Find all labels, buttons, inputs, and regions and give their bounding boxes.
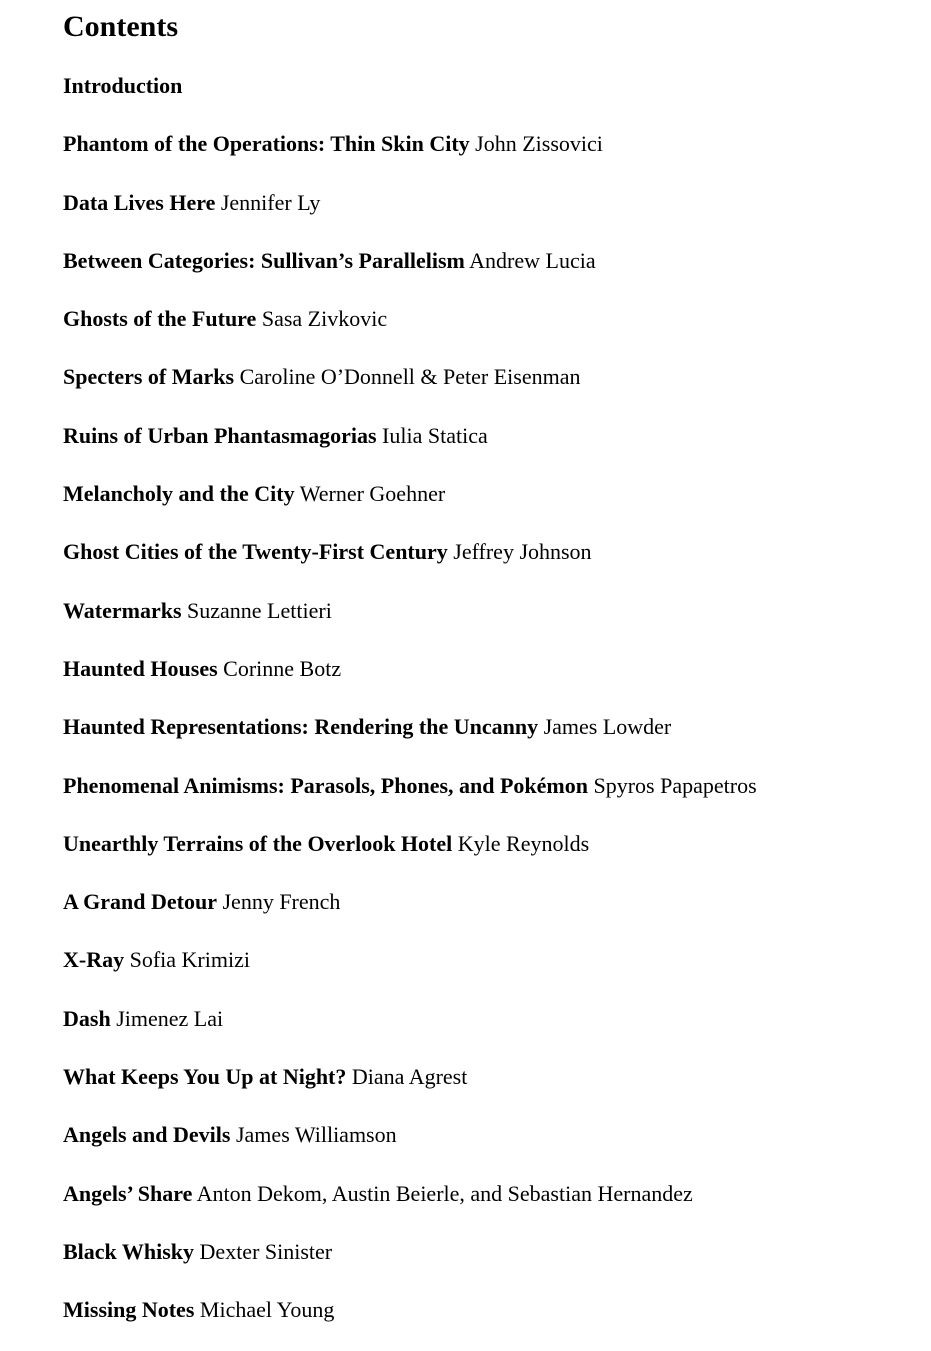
entry-authors: Anton Dekom, Austin Beierle, and Sebastian Hernandez: [196, 1180, 693, 1206]
entry-authors: Jenny French: [222, 889, 341, 915]
entry-authors: Suzanne Lettieri: [187, 597, 332, 623]
entry-title: Ruins of Urban Phantasmagorias: [63, 422, 377, 448]
entry-authors: Corinne Botz: [223, 655, 342, 681]
toc-entry: [63, 1048, 901, 1106]
toc-entry: [63, 465, 901, 523]
toc-entry: [63, 582, 901, 640]
toc-entry: [63, 931, 901, 989]
entry-title: Specters of Marks: [63, 364, 235, 390]
toc-entry: [63, 232, 901, 290]
entry-title: Unearthly Terrains of the Overlook Hotel: [63, 830, 453, 856]
entry-title: Missing Notes: [63, 1297, 195, 1323]
entry-authors: Sasa Zivkovic: [261, 306, 388, 332]
entry-title: Melancholy and the City: [63, 481, 295, 507]
entry-authors: Caroline O’Donnell & Peter Eisenman: [239, 364, 581, 390]
toc-entry: [63, 348, 901, 406]
entry-title: Phenomenal Animisms: Parasols, Phones, and Pokémon: [63, 772, 588, 798]
toc-entry: [63, 990, 901, 1048]
entry-authors: James Williamson: [235, 1122, 397, 1148]
toc-entry: [63, 1165, 901, 1223]
entry-title: Ghosts of the Future: [63, 306, 257, 332]
entry-authors: Spyros Papapetros: [593, 772, 757, 798]
entry-authors: John Zissovici: [475, 131, 603, 157]
toc-entry: [63, 698, 901, 756]
toc-entry: [63, 1106, 901, 1164]
entry-title: Between Categories: Sullivan’s Parallelism: [63, 247, 465, 273]
entry-title: Angels’ Share: [63, 1180, 193, 1206]
entry-authors: Diana Agrest: [351, 1064, 468, 1090]
toc-entry: [63, 873, 901, 931]
toc-entry: [63, 290, 901, 348]
entry-title: Watermarks: [63, 597, 182, 623]
toc-entry: [63, 815, 901, 873]
entry-authors: Michael Young: [199, 1297, 335, 1323]
entry-authors: Andrew Lucia: [469, 247, 596, 273]
entry-authors: Iulia Statica: [382, 422, 488, 448]
toc-entry: [63, 115, 901, 173]
entry-title: A Grand Detour: [63, 889, 217, 915]
entry-title: Black Whisky: [63, 1238, 195, 1264]
entry-title: Angels and Devils: [63, 1122, 231, 1148]
entry-title: What Keeps You Up at Night?: [63, 1064, 347, 1090]
entry-authors: Jennifer Ly: [220, 189, 321, 215]
entry-title: Haunted Representations: Rendering the Uncanny: [63, 714, 539, 740]
entry-title: Dash: [63, 1005, 111, 1031]
toc-list: [63, 57, 901, 1340]
entry-authors: James Lowder: [543, 714, 672, 740]
toc-entry: [63, 640, 901, 698]
entry-authors: Dexter Sinister: [199, 1238, 333, 1264]
toc-entry: [63, 407, 901, 465]
toc-entry: [63, 1223, 901, 1281]
entry-title: X-Ray: [63, 947, 125, 973]
entry-authors: Werner Goehner: [299, 481, 446, 507]
entry-title: Data Lives Here: [63, 189, 216, 215]
entry-authors: Kyle Reynolds: [457, 830, 590, 856]
toc-entry: [63, 57, 901, 115]
entry-title: Ghost Cities of the Twenty-First Century: [63, 539, 448, 565]
toc-entry: [63, 523, 901, 581]
toc-entry: [63, 174, 901, 232]
toc-entry: [63, 757, 901, 815]
entry-title: Phantom of the Operations: Thin Skin City: [63, 131, 470, 157]
entry-authors: Sofia Krimizi: [129, 947, 250, 973]
entry-authors: Jimenez Lai: [116, 1005, 224, 1031]
entry-title: Haunted Houses: [63, 655, 218, 681]
entry-authors: Jeffrey Johnson: [453, 539, 592, 565]
page-title: Contents: [63, 10, 179, 43]
toc-entry: [63, 1281, 901, 1339]
entry-title: Introduction: [63, 73, 183, 98]
